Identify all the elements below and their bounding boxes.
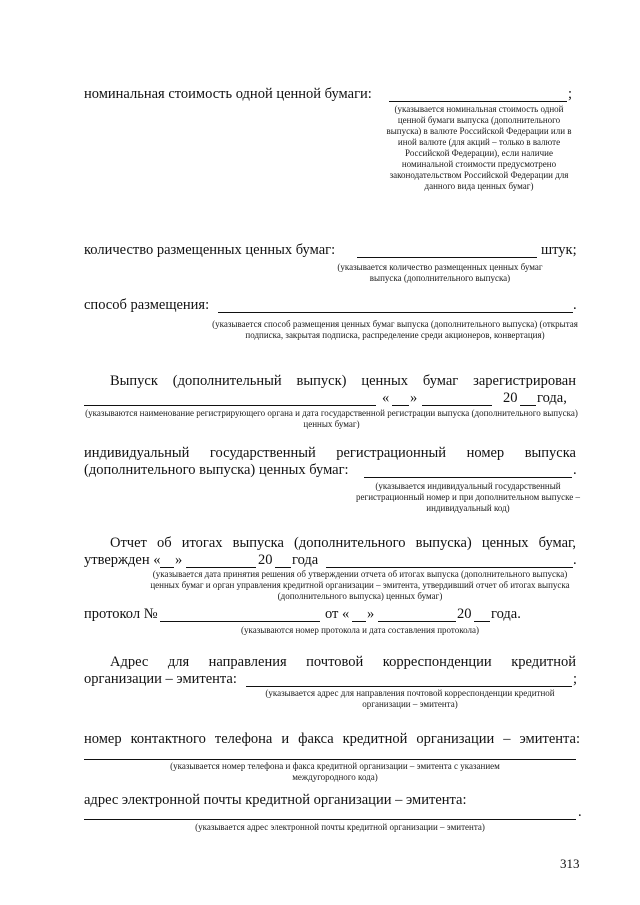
protocol-label: протокол № xyxy=(84,606,158,622)
phone-note: (указывается номер телефона и факса кредитной организации – эмитента с указанием междугородного кода) xyxy=(170,761,500,782)
address-line2: организации – эмитента: xyxy=(84,671,237,687)
email-value-line[interactable] xyxy=(84,819,576,820)
registration-year-line[interactable] xyxy=(520,405,536,406)
registration-day-line[interactable] xyxy=(392,405,409,406)
report-year-line[interactable] xyxy=(275,567,291,568)
nominal-value-line[interactable] xyxy=(389,101,567,102)
protocol-year-suffix: года. xyxy=(491,606,521,622)
protocol-note: (указываются номер протокола и дата составления протокола) xyxy=(241,625,479,635)
registration-line1: Выпуск (дополнительный выпуск) ценных бумаг зарегистрирован xyxy=(110,373,576,389)
method-end: . xyxy=(573,297,577,313)
address-line1: Адрес для направления почтовой корреспонденции кредитной xyxy=(110,654,576,670)
protocol-month-line[interactable] xyxy=(378,621,456,622)
report-year-prefix: 20 xyxy=(258,552,273,568)
report-note: (указывается дата принятия решения об утверждении отчета об итогах выпуска (дополнительного выпуска) ценных бумаг и орган управления кредитной организации – эмитента, утвердивший отчет об итогах выпуска (дополнительного выпуска) ценных бумаг) xyxy=(150,569,570,601)
report-year-suffix: года xyxy=(292,552,319,568)
reg-number-line2: (дополнительного выпуска) ценных бумаг: xyxy=(84,462,349,478)
registration-month-line[interactable] xyxy=(422,405,492,406)
method-note: (указывается способ размещения ценных бумаг выпуска (дополнительного выпуска) (открытая подписка, закрытая подписка, распределение среди акционеров, конвертация) xyxy=(212,319,578,340)
page-number: 313 xyxy=(560,856,580,871)
protocol-from: от « xyxy=(325,606,350,622)
registration-year-prefix: 20 xyxy=(503,390,518,406)
registrar-line[interactable] xyxy=(84,405,376,406)
email-note: (указывается адрес электронной почты кредитной организации – эмитента) xyxy=(195,822,485,832)
quantity-note: (указывается количество размещенных ценных бумаг выпуска (дополнительного выпуска) xyxy=(337,262,543,283)
protocol-day-line[interactable] xyxy=(352,621,366,622)
report-end: . xyxy=(573,552,577,568)
email-end: . xyxy=(578,804,582,820)
phone-line1: номер контактного телефона и факса кредитной организации – эмитента: xyxy=(84,731,580,747)
report-date-close: » xyxy=(175,552,183,568)
reg-number-note: (указывается индивидуальный государственный регистрационный номер и при дополнительном выпуске – индивидуальный код) xyxy=(356,481,580,513)
report-approved: утвержден « xyxy=(84,552,161,568)
phone-value-line[interactable] xyxy=(84,759,576,760)
address-end: ; xyxy=(573,671,578,687)
nominal-end: ; xyxy=(568,86,573,102)
reg-number-value-line[interactable] xyxy=(364,477,572,478)
address-value-line[interactable] xyxy=(246,686,572,687)
nominal-note: (указывается номинальная стоимость одной ценной бумаги выпуска (дополнительного выпуска) в валюте Российской Федерации или в иной валюте (для акций – только в валюте Российской Федерации), если наличие номинальной стоимости предусмотрено законодательством Российской Федерации для данного вида ценных бумаг) xyxy=(386,104,572,191)
protocol-year-prefix: 20 xyxy=(457,606,472,622)
reg-number-end: . xyxy=(573,462,577,478)
method-label: способ размещения: xyxy=(84,297,210,313)
protocol-date-close: » xyxy=(367,606,375,622)
nominal-label: номинальная стоимость одной ценной бумаги: xyxy=(84,86,372,102)
email-line1: адрес электронной почты кредитной организации – эмитента: xyxy=(84,792,467,808)
registration-date-open: « xyxy=(382,390,390,406)
method-value-line[interactable] xyxy=(218,312,573,313)
protocol-year-line[interactable] xyxy=(474,621,490,622)
address-note: (указывается адрес для направления почтовой корреспонденции кредитной организации – эмитента) xyxy=(265,688,555,709)
quantity-value-line[interactable] xyxy=(357,257,537,258)
reg-number-line1: индивидуальный государственный регистрационный номер выпуска xyxy=(84,445,576,461)
registration-note: (указываются наименование регистрирующего органа и дата государственной регистрации выпуска (дополнительного выпуска) ценных бумаг) xyxy=(85,408,578,429)
protocol-number-line[interactable] xyxy=(160,621,320,622)
quantity-label: количество размещенных ценных бумаг: xyxy=(84,242,336,258)
report-line1: Отчет об итогах выпуска (дополнительного выпуска) ценных бумаг, xyxy=(110,535,576,551)
report-organ-line[interactable] xyxy=(326,567,573,568)
report-day-line[interactable] xyxy=(160,567,174,568)
registration-year-suffix: года, xyxy=(537,390,567,406)
report-month-line[interactable] xyxy=(186,567,256,568)
quantity-end: штук; xyxy=(541,242,577,258)
registration-date-close: » xyxy=(410,390,418,406)
